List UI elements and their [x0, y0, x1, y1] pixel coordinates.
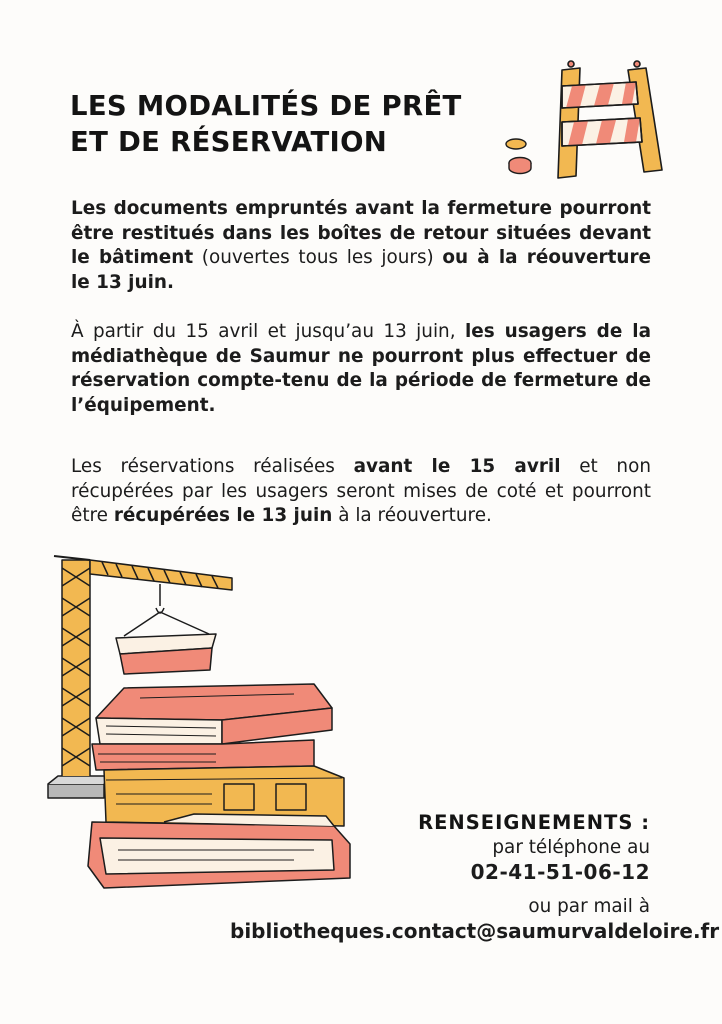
p1-bold: Les documents empruntés avant la fermeture pourront être restitués dans les boîtes de retour situées devant le bâtiment [71, 198, 651, 268]
p2-bold: les usagers de la médiathèque de Saumur ne pourront plus effectuer de réservation compte-tenu de la période de fermeture de l’équipement. [71, 321, 651, 416]
construction-barrier-icon [500, 60, 670, 190]
p1-bold-end: ou à la réouverture le 13 juin. [71, 247, 651, 293]
email-address[interactable]: bibliotheques.contact@saumurvaldeloire.fr [230, 919, 720, 943]
paragraph-existing-reservations [71, 455, 651, 529]
paragraph-reservation-suspension [71, 320, 651, 418]
phone-number[interactable]: 02-41-51-06-12 [470, 860, 650, 884]
title-line-2: ET DE RÉSERVATION [70, 126, 388, 158]
p3-normal-1: Les réservations réalisées [71, 456, 354, 477]
paragraph-return [71, 197, 651, 295]
p3-normal-3: à la réouverture. [332, 505, 492, 526]
p2-normal: À partir du 15 avril et jusqu’au 13 juin, [71, 321, 465, 342]
mail-lead: ou par mail à [528, 896, 650, 917]
phone-lead: par téléphone au [492, 837, 650, 858]
title-line-1: LES MODALITÉS DE PRÊT [70, 90, 462, 122]
coins-icon [506, 139, 531, 174]
contact-block [230, 810, 720, 944]
p1-normal: (ouvertes tous les jours) [193, 247, 443, 268]
page-title [70, 88, 462, 160]
p3-bold-1: avant le 15 avril [353, 456, 561, 477]
p3-bold-2: récupérées le 13 juin [113, 505, 333, 526]
contact-heading: RENSEIGNEMENTS : [418, 811, 650, 834]
p3-normal-2: et non récupérées par les usagers seront mises de coté et pourront être [71, 456, 651, 526]
